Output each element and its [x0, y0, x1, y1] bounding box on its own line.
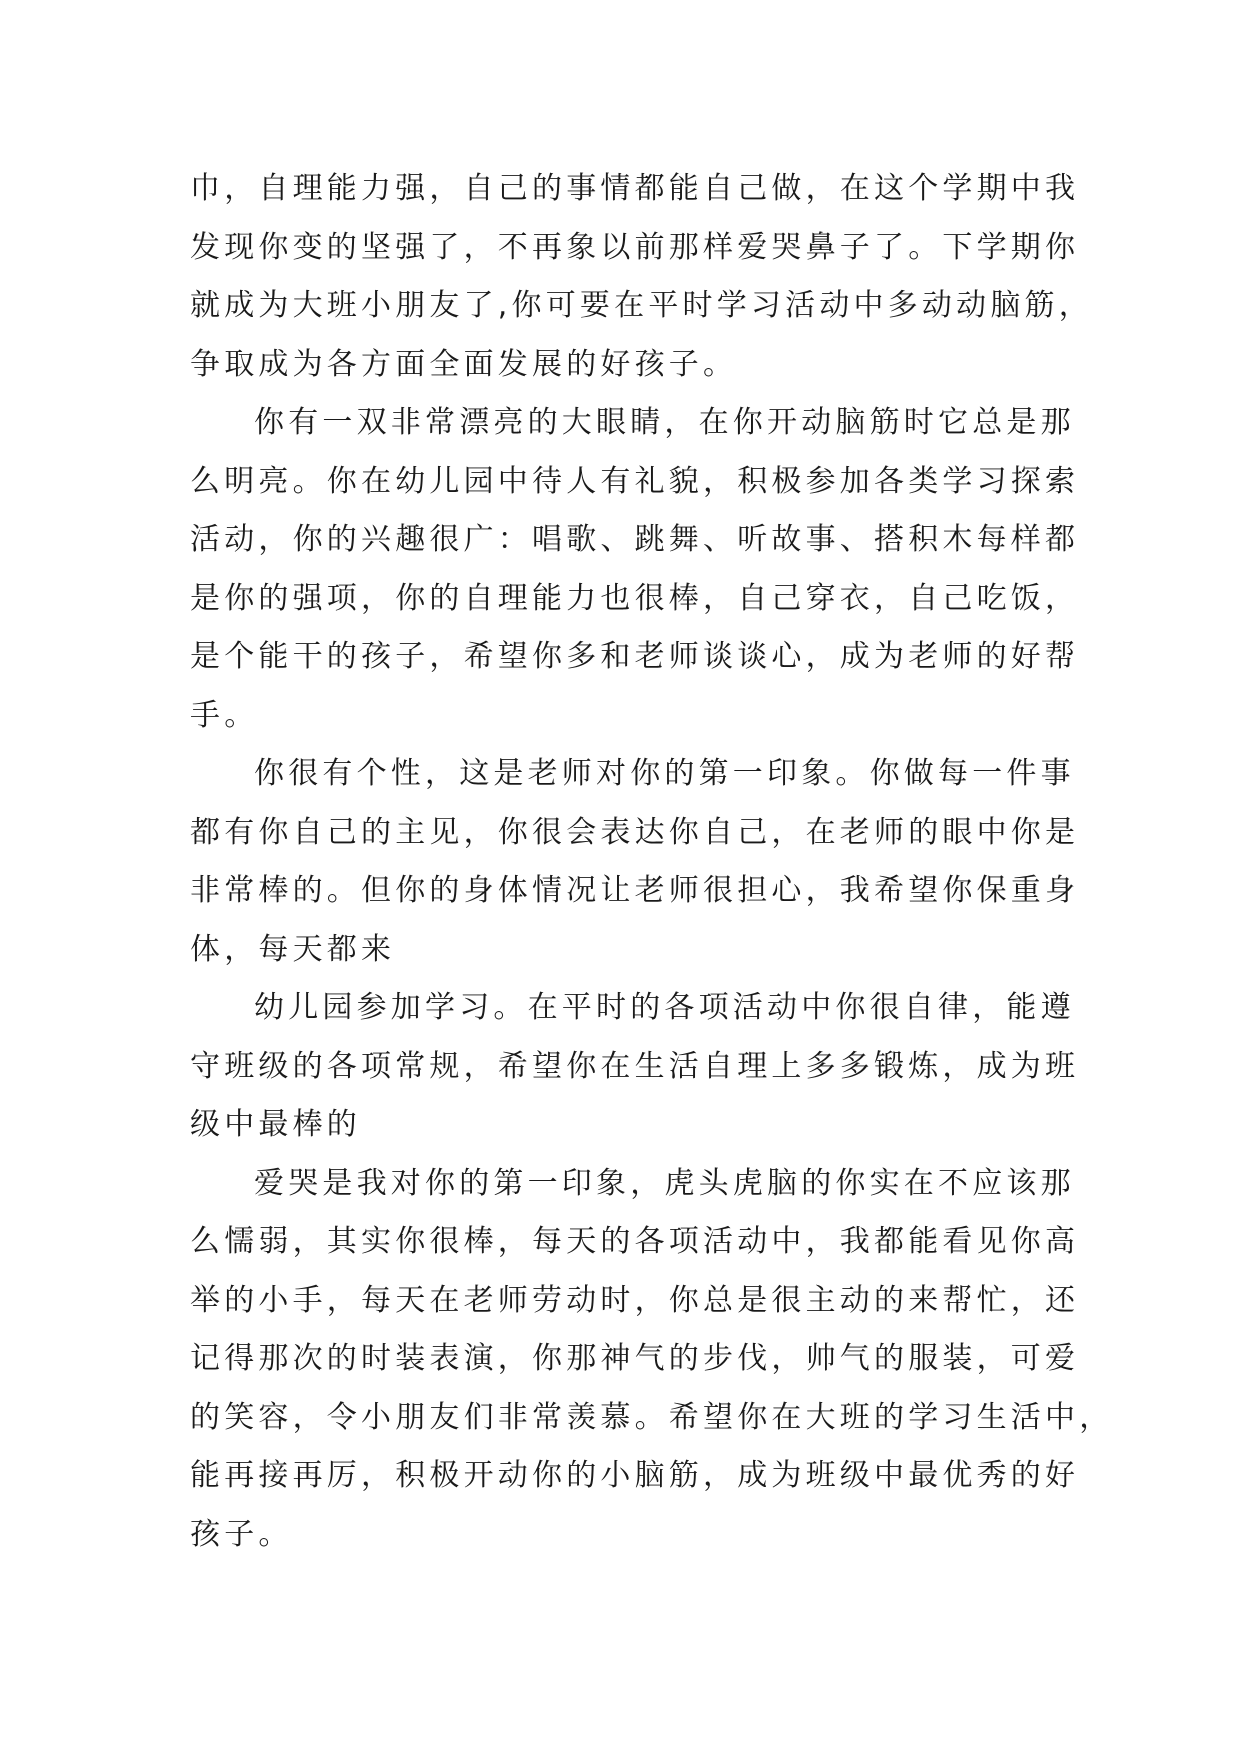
text-line: 是你的强项，你的自理能力也很棒，自己穿衣，自己吃饭，: [190, 580, 1080, 616]
text-line: 的笑容，令小朋友们非常羡慕。希望你在大班的学习生活中，: [190, 1399, 1114, 1435]
text-line: 么明亮。你在幼儿园中待人有礼貌，积极参加各类学习探索: [190, 463, 1080, 499]
text-line: 巾，自理能力强，自己的事情都能自己做，在这个学期中我: [190, 171, 1080, 206]
text-line: 争取成为各方面全面发展的好孩子。: [190, 346, 738, 382]
text-line: 都有你自己的主见，你很会表达你自己，在老师的眼中你是: [190, 814, 1080, 850]
text-line: 活动，你的兴趣很广：唱歌、跳舞、听故事、搭积木每样都: [190, 522, 1080, 557]
document-body: [190, 160, 1114, 1564]
paragraph-first-line: 爱哭是我对你的第一印象，虎头虎脑的你实在不应该那: [254, 1165, 1075, 1201]
paragraph-first-line: 幼儿园参加学习。在平时的各项活动中你很自律，能遵: [254, 990, 1075, 1025]
text-line: 级中最棒的: [190, 1107, 361, 1142]
text-line: 非常棒的。但你的身体情况让老师很担心，我希望你保重身: [190, 873, 1080, 908]
text-line: 手。: [190, 697, 259, 733]
text-line: 能再接再厉，积极开动你的小脑筋，成为班级中最优秀的好: [190, 1458, 1080, 1493]
paragraph-first-line: 你很有个性，这是老师对你的第一印象。你做每一件事: [254, 756, 1075, 791]
text-line: 是个能干的孩子，希望你多和老师谈谈心，成为老师的好帮: [190, 639, 1080, 674]
text-line: 么懦弱，其实你很棒，每天的各项活动中，我都能看见你高: [190, 1224, 1080, 1259]
text-line: 就成为大班小朋友了,你可要在平时学习活动中多动动脑筋，: [190, 288, 1093, 323]
text-line: 记得那次的时装表演，你那神气的步伐，帅气的服装，可爱: [190, 1341, 1080, 1376]
text-line: 孩子。: [190, 1516, 293, 1552]
paragraph-first-line: 你有一双非常漂亮的大眼睛，在你开动脑筋时它总是那: [254, 405, 1075, 440]
text-line: 体，每天都来: [190, 931, 396, 967]
text-line: 举的小手，每天在老师劳动时，你总是很主动的来帮忙，还: [190, 1282, 1080, 1318]
text-line: 守班级的各项常规，希望你在生活自理上多多锻炼，成为班: [190, 1048, 1080, 1084]
text-line: 发现你变的坚强了，不再象以前那样爱哭鼻子了。下学期你: [190, 229, 1080, 265]
